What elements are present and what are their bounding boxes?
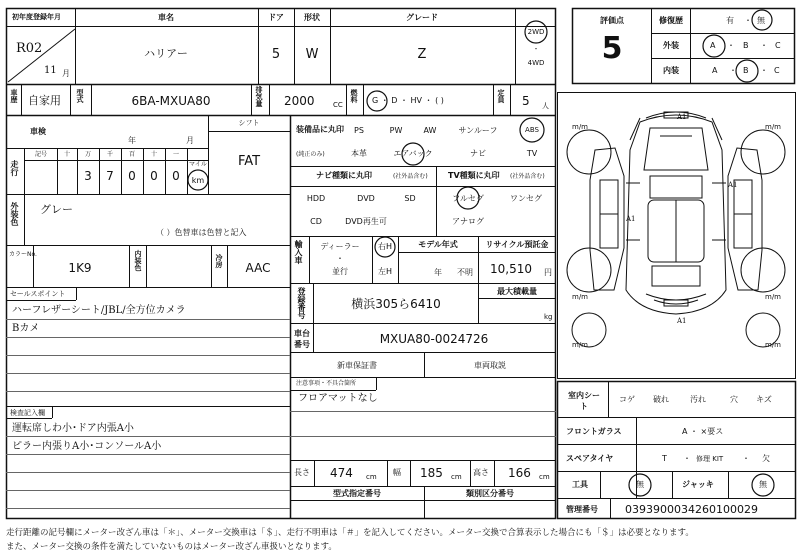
plate-value: 横浜305ら6410: [351, 297, 441, 311]
color-label: 外装色: [10, 202, 19, 226]
model-year-unknown: 不明: [457, 268, 473, 277]
aircon-label: 冷房: [215, 254, 223, 268]
footer-line-2: また、メーター交換の条件を満たしていないものはメーター改ざん車扱いとなります。: [6, 542, 337, 552]
digit-header-0: 記号: [34, 151, 48, 158]
fuel-options: G ・ D ・ HV ・ ( ): [372, 96, 444, 105]
digit-header-5: 十: [150, 151, 158, 158]
chassis-label: 車台番号: [294, 329, 310, 349]
spare-dot: ・: [742, 454, 750, 463]
spare-none: 欠: [762, 454, 770, 463]
use-value: 自家用: [28, 94, 61, 107]
drive-dot: ・: [532, 45, 540, 53]
fuel-label: 燃料: [350, 89, 358, 103]
interior-label: 内装: [663, 66, 679, 75]
navi-cd: CD: [310, 217, 322, 226]
exterior-label: 外装: [663, 41, 679, 50]
car-name-value: ハリアー: [144, 47, 188, 60]
repair-label: 修復歴: [659, 16, 683, 25]
drive-2wd: 2WD: [527, 28, 545, 36]
max-load-label: 最大積載量: [497, 287, 537, 296]
equip-airbag: エアバック: [393, 149, 433, 158]
mileage-digit: 7: [106, 169, 114, 183]
model-label: 型式: [76, 89, 84, 103]
spare-label: スペアタイヤ: [566, 454, 614, 463]
equip-tv: TV: [526, 149, 538, 158]
recycle-value: 10,510: [490, 262, 532, 276]
mm-unit: m/m: [572, 123, 588, 131]
mm-unit: m/m: [765, 123, 781, 131]
grade-value: Z: [417, 47, 427, 62]
spare-kit: 修理 KIT: [696, 455, 724, 463]
color-code-value: 1K9: [68, 261, 92, 275]
import-label: 輸入車: [294, 240, 303, 264]
tools-label: 工具: [572, 480, 588, 489]
mm-unit: m/m: [572, 341, 588, 349]
interior-c: C: [774, 66, 780, 75]
import-dealer: ディーラー: [320, 242, 360, 251]
shift-value: FAT: [237, 154, 261, 169]
spare-t: T: [662, 454, 667, 463]
tv-header: TV種類に丸印: [448, 171, 500, 180]
navi-header-sub: (社外品含む): [393, 173, 428, 180]
capacity-label: 定員: [497, 89, 505, 103]
color-note: （ ）色替車は色替と記入: [156, 228, 247, 237]
chassis-value: MXUA80-0024726: [379, 332, 489, 346]
navi-header: ナビ種類に丸印: [316, 171, 372, 180]
exterior-b: B: [743, 41, 749, 50]
exterior-dot: ・: [760, 41, 768, 50]
aircon-value: AAC: [245, 261, 271, 275]
mileage-digit: 0: [172, 169, 180, 183]
length-unit: cm: [366, 473, 377, 481]
capacity-value: 5: [522, 94, 530, 108]
mm-unit: m/m: [572, 293, 588, 301]
recycle-unit: 円: [544, 268, 552, 277]
seat-tear: 破れ: [653, 395, 669, 404]
exterior-c: C: [775, 41, 781, 50]
model-year-unit: 年: [434, 268, 442, 277]
equip-sunroof: サンルーフ: [458, 126, 498, 135]
import-left-h: 左H: [377, 267, 393, 276]
new-warranty: 新車保証書: [337, 361, 377, 370]
exterior-a: A: [710, 41, 716, 50]
mm-unit: m/m: [765, 293, 781, 301]
footer-line-1: 走行距離の記号欄にメーター改ざん車は「＊」、メーター交換車は「＄」、走行不明車は「＃」を記入してください。メーター交換で合算表示した場合にも「＄」は必要となります。: [6, 528, 694, 538]
digit-header-4: 百: [128, 151, 136, 158]
equip-ps: PS: [354, 126, 364, 135]
seat-stain: 汚れ: [690, 395, 706, 404]
caution-label: 注意事項・不具合箇所: [296, 380, 357, 387]
equip-navi: ナビ: [470, 149, 486, 158]
glass-options: A ・ ×要ス: [682, 427, 724, 436]
capacity-unit: 人: [542, 102, 549, 110]
displacement-unit: CC: [333, 101, 343, 109]
equip-leather: 本革: [351, 149, 367, 158]
reg-year-label: 初年度登録年月: [12, 13, 61, 21]
interior-dot: ・: [760, 66, 768, 75]
mgmt-value: 0393900034260100029: [625, 503, 758, 516]
damage-mark: A1: [626, 215, 636, 223]
import-parallel: 並行: [332, 267, 348, 276]
equip-aw: AW: [423, 126, 437, 135]
repair-dot: ・: [744, 16, 752, 25]
shaken-year-unit: 年: [128, 136, 136, 145]
shift-label: シフト: [238, 119, 260, 127]
color-code-label: カラーNo.: [9, 251, 37, 258]
width-unit: cm: [451, 473, 462, 481]
interior-dot: ・: [729, 66, 737, 75]
damage-mark: A1: [677, 113, 687, 121]
navi-dvd-play: DVD再生可: [345, 217, 387, 226]
tools-value: 無: [636, 480, 644, 489]
grade-label: グレード: [406, 13, 438, 22]
door-label: ドア: [268, 13, 284, 22]
repair-no: 無: [757, 16, 765, 25]
displacement-label: 排気量: [255, 86, 263, 107]
seat-burn: コゲ: [619, 395, 635, 404]
seat-hole: 穴: [730, 395, 738, 404]
model-year-label: モデル年式: [418, 240, 458, 249]
tv-oneseg: ワンセグ: [510, 194, 542, 203]
damage-mark: A1: [677, 317, 687, 325]
height-unit: cm: [539, 473, 550, 481]
digit-header-3: 千: [106, 151, 114, 158]
check-notes-label: 検査記入欄: [10, 409, 45, 417]
mile-label: マイル: [189, 161, 207, 168]
sales-points-label: セールスポイント: [10, 290, 66, 298]
reg-month-unit: 月: [62, 69, 70, 78]
equip-abs: ABS: [525, 126, 539, 134]
repair-yes: 有: [726, 16, 734, 25]
navi-sd: SD: [404, 194, 416, 203]
recycle-label: リサイクル預託金: [485, 240, 549, 249]
seat-scratch: キズ: [756, 395, 772, 404]
category-label: 類別区分番号: [466, 489, 514, 498]
vehicle-manual: 車両取説: [474, 361, 506, 370]
shaken-month-unit: 月: [186, 136, 194, 145]
seat-label: 室内シート: [568, 391, 600, 411]
mileage-digit: 0: [150, 169, 158, 183]
equipment-sub-label: (純正のみ): [296, 151, 325, 158]
check-note-line: 運転席しわ小･ドア内張A小: [12, 423, 134, 434]
equip-pw: PW: [389, 126, 403, 135]
height-value: 166: [508, 466, 531, 480]
km-label: km: [191, 176, 205, 185]
digit-header-6: 一: [172, 151, 180, 158]
max-load-unit: kg: [544, 313, 553, 321]
car-name-label: 車名: [158, 13, 174, 22]
equipment-label: 装備品に丸印: [296, 125, 344, 134]
import-right-h: 右H: [377, 242, 393, 251]
displacement-value: 2000: [284, 94, 315, 108]
damage-mark: A1: [728, 181, 738, 189]
tv-fullseg: フルセグ: [452, 194, 484, 203]
length-value: 474: [330, 466, 353, 480]
height-label: 高さ: [473, 468, 489, 477]
jack-label: ジャッキ: [682, 480, 714, 489]
color-value: グレー: [40, 203, 73, 216]
interior-a: A: [712, 66, 718, 75]
tv-analog: アナログ: [452, 217, 484, 226]
mileage-digit: 0: [128, 169, 136, 183]
score-value: 5: [601, 31, 623, 66]
glass-label: フロントガラス: [566, 427, 622, 436]
jack-value: 無: [759, 480, 767, 489]
plate-label: 登録番号: [297, 287, 306, 319]
width-value: 185: [420, 466, 443, 480]
sales-point-line: Bカメ: [12, 323, 40, 334]
door-value: 5: [271, 47, 281, 62]
model-value: 6BA-MXUA80: [131, 94, 211, 108]
drive-4wd: 4WD: [527, 59, 545, 67]
sales-point-line: ハーフレザーシート/JBL/全方位カメラ: [12, 305, 186, 316]
width-label: 幅: [393, 468, 401, 477]
reg-year-value: R02: [16, 41, 43, 56]
shaken-label: 車検: [30, 127, 46, 136]
navi-hdd: HDD: [306, 194, 326, 203]
interior-color-label: 内装色: [134, 250, 142, 271]
use-label: 車歴: [10, 89, 18, 103]
shape-value: W: [305, 47, 319, 62]
shape-label: 形状: [304, 13, 320, 22]
mgmt-label: 管理番号: [566, 505, 598, 514]
digit-header-2: 万: [84, 151, 92, 158]
navi-dvd: DVD: [357, 194, 375, 203]
exterior-dot: ・: [727, 41, 735, 50]
digit-header-1: 十: [63, 151, 71, 158]
mileage-label: 走行: [10, 160, 19, 176]
reg-month-value: 11: [44, 65, 57, 76]
mileage-digit: 3: [84, 169, 92, 183]
caution-value: フロアマットなし: [298, 393, 378, 404]
mm-unit: m/m: [765, 341, 781, 349]
check-note-line: ピラー内張りA小･コンソールA小: [12, 441, 162, 452]
type-designation-label: 型式指定番号: [333, 489, 381, 498]
length-label: 長さ: [294, 468, 310, 477]
score-label: 評価点: [600, 16, 624, 25]
car-diagram-outline: [567, 112, 785, 347]
import-dot: ・: [336, 254, 344, 263]
tv-header-sub: (社外品含む): [510, 173, 545, 180]
interior-b: B: [743, 66, 749, 75]
spare-dot: ・: [683, 454, 691, 463]
